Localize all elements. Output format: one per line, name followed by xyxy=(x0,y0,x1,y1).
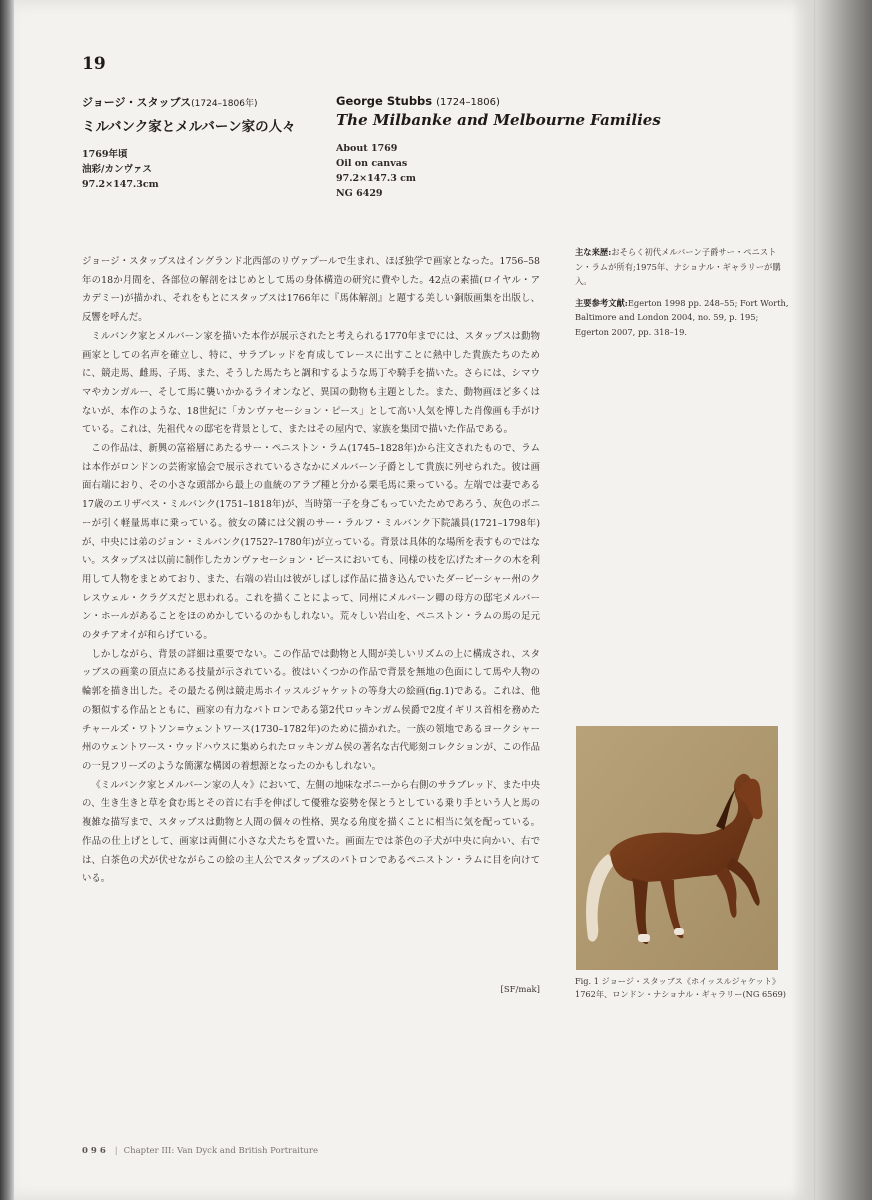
page-number: 096 xyxy=(82,1146,109,1156)
catalog-number: 19 xyxy=(82,54,106,74)
artist-name-en-text: George Stubbs xyxy=(336,94,433,108)
provenance-note xyxy=(575,245,790,289)
inventory-number: NG 6429 xyxy=(336,188,383,199)
artwork-medium-ja: 油彩/カンヴァス xyxy=(82,164,152,175)
figure-caption-line: Fig. 1 ジョージ・スタッブス《ホイッスルジャケット》 xyxy=(575,976,781,986)
heading-japanese xyxy=(82,94,322,192)
essay-paragraph: 《ミルバンク家とメルバーン家の人々》において、左側の地味なポニーから右側のサラブレッド、また中央の、生き生きと草を食む馬とその首に右手を伸ばして優雅な姿勢を保とうとしている乗り手という人と馬の複雑な描写まで、スタッブスは動物と人間の個々の性格、異なる角度を描くことに相当に気を配っている。作品の仕上げとして、画家は両側に小さな犬たちを置いた。画面左では茶色の子犬が中央に向かい、右では、白茶色の犬が伏せながらこの絵の主人公でスタッブスのパトロンであるペニストン・ラムに目を向けている。 xyxy=(82,779,540,885)
figure-caption xyxy=(575,975,790,1001)
artist-name-ja xyxy=(82,94,322,110)
heading-english xyxy=(336,94,666,201)
artwork-meta-en xyxy=(336,141,666,201)
references-text: Egerton 1998 pp. 248–55; Fort Worth, Baltimore and London 2004, no. 59, p. 195; Egerton 2007, pp. 318–19. xyxy=(575,297,789,337)
essay-paragraph: この作品は、新興の富裕層にあたるサー・ペニストン・ラム(1745–1828年)から注文されたもので、ラムは本作がロンドンの芸術家協会で展示されているさなかにメルバーン子爵として貴族に列せられた。彼は画面右端におり、その小さな頭部から最上の血統のアラブ種と分かる栗毛馬に乗っている。左端では妻である17歳のエリザベス・ミルバンク(1751–1818年)が、当時第一子を身ごもっていたためであろう、灰色のポニーが引く軽量馬車に乗っている。彼女の隣には父親のサー・ラルフ・ミルバンク下院議員(1721–1798年)が、中央には弟のジョン・ミルバンク(1752?–1780年)が立っている。背景は具体的な場所を表すものではない。スタッブスは以前に制作したカンヴァセーション・ピースにおいても、同様の枝を広げたオークの木を利用して人物をまとめており、また、右端の岩山は彼がしばしば作品に描き込んでいたダービーシャー州のクレスウェル・クラグスだと思われる。これを描くことによって、同州にメルバーン卿の母方の邸宅メルバーン・ホールがあることをほのめかしているのかもしれない。荒々しい岩山を、ペニストン・ラムの馬の足元のタチアオイが和らげている。 xyxy=(82,443,540,642)
essay-paragraph: ジョージ・スタッブスはイングランド北西部のリヴァプールで生まれ、ほぼ独学で画家となった。1756–58年の18か月間を、各部位の解剖をはじめとして馬の身体構造の研究に費やした。42点の素描(ロイヤル・アカデミー)が描かれ、それをもとにスタッブスは1766年に『馬体解剖』と題する美しい銅版画集を出版し、反響を呼んだ。 xyxy=(82,256,540,324)
page-curl-shadow xyxy=(792,0,872,1200)
horse-painting-image xyxy=(576,726,778,970)
artwork-medium-en: Oil on canvas xyxy=(336,158,408,169)
artist-name-ja-text: ジョージ・スタッブス xyxy=(82,96,192,109)
essay-paragraph: ミルバンク家とメルバーン家を描いた本作が展示されたと考えられる1770年までには、スタッブスは動物画家としての名声を確立し、特に、サラブレッドを育成してレースに出すことに熱中した貴族たちのために、競走馬、雌馬、子馬、また、そうした馬たちと調和するような馬丁や騎手を描いた。さらには、シマウマやカンガルー、そして馬に襲いかかるライオンなど、異国の動物も主題とした。また、動物画ほど多くはないが、本作のような、18世紀に「カンヴァセーション・ピース」として高い人気を博した肖像画も手がけている。これは、先祖代々の邸宅を背景として、またはその屋内で、家族を集団で描いた作品である。 xyxy=(82,330,540,436)
chapter-title: Chapter III: Van Dyck and British Portraiture xyxy=(123,1146,318,1156)
references-note xyxy=(575,296,790,340)
artist-dates-ja: (1724–1806年) xyxy=(191,99,258,109)
figure-whistlejacket-painting xyxy=(576,726,778,970)
book-spine-edge xyxy=(0,0,14,1200)
page-footer xyxy=(82,1146,318,1156)
artwork-title-en: The Milbanke and Melbourne Families xyxy=(336,111,661,129)
provenance-label: 主な来歴: xyxy=(575,247,612,257)
author-credit: [SF/mak] xyxy=(500,985,540,995)
essay-body xyxy=(82,253,540,889)
artwork-title-ja: ミルバンク家とメルバーン家の人々 xyxy=(82,119,296,135)
essay-paragraph: しかしながら、背景の詳細は重要でない。この作品では動物と人間が美しいリズムの上に構成され、スタッブスの画業の頂点にある技量が示されている。彼はいくつかの作品で背景を無地の色面にして馬や人物の輪郭を描き出した。その最たる例は競走馬ホイッスルジャケットの等身大の絵画(fig.1)である。これは、他の類似する作品とともに、画家の有力なパトロンである第2代ロッキンガム侯爵で2度イギリス首相を務めたチャールズ・ワトソン=ウェントワース(1730–1782年)のために描かれた。一族の領地であるヨークシャー州のウェントワース・ウッドハウスに集められたロッキンガム侯の著名な古代彫刻コレクションが、この作品の一見フリーズのような簡潔な構図の着想源となったのかもしれない。 xyxy=(82,648,540,772)
artwork-meta-ja xyxy=(82,147,322,192)
artwork-date-en: About 1769 xyxy=(336,143,398,154)
figure-caption-line: 1762年、ロンドン・ナショナル・ギャラリー(NG 6569) xyxy=(575,989,787,999)
artwork-size-en: 97.2×147.3 cm xyxy=(336,173,416,184)
artist-name-en xyxy=(336,94,666,108)
artist-dates-en: (1724–1806) xyxy=(436,97,500,108)
sidebar-notes xyxy=(575,245,790,346)
artwork-size-ja: 97.2×147.3cm xyxy=(82,179,159,190)
provenance-text: おそらく初代メルバーン子爵サー・ペニストン・ラムが所有;1975年、ナショナル・ギャラリーが購入。 xyxy=(575,247,781,286)
artwork-date-ja: 1769年頃 xyxy=(82,149,128,160)
references-label: 主要参考文献: xyxy=(575,297,628,308)
footer-separator: | xyxy=(114,1146,118,1156)
